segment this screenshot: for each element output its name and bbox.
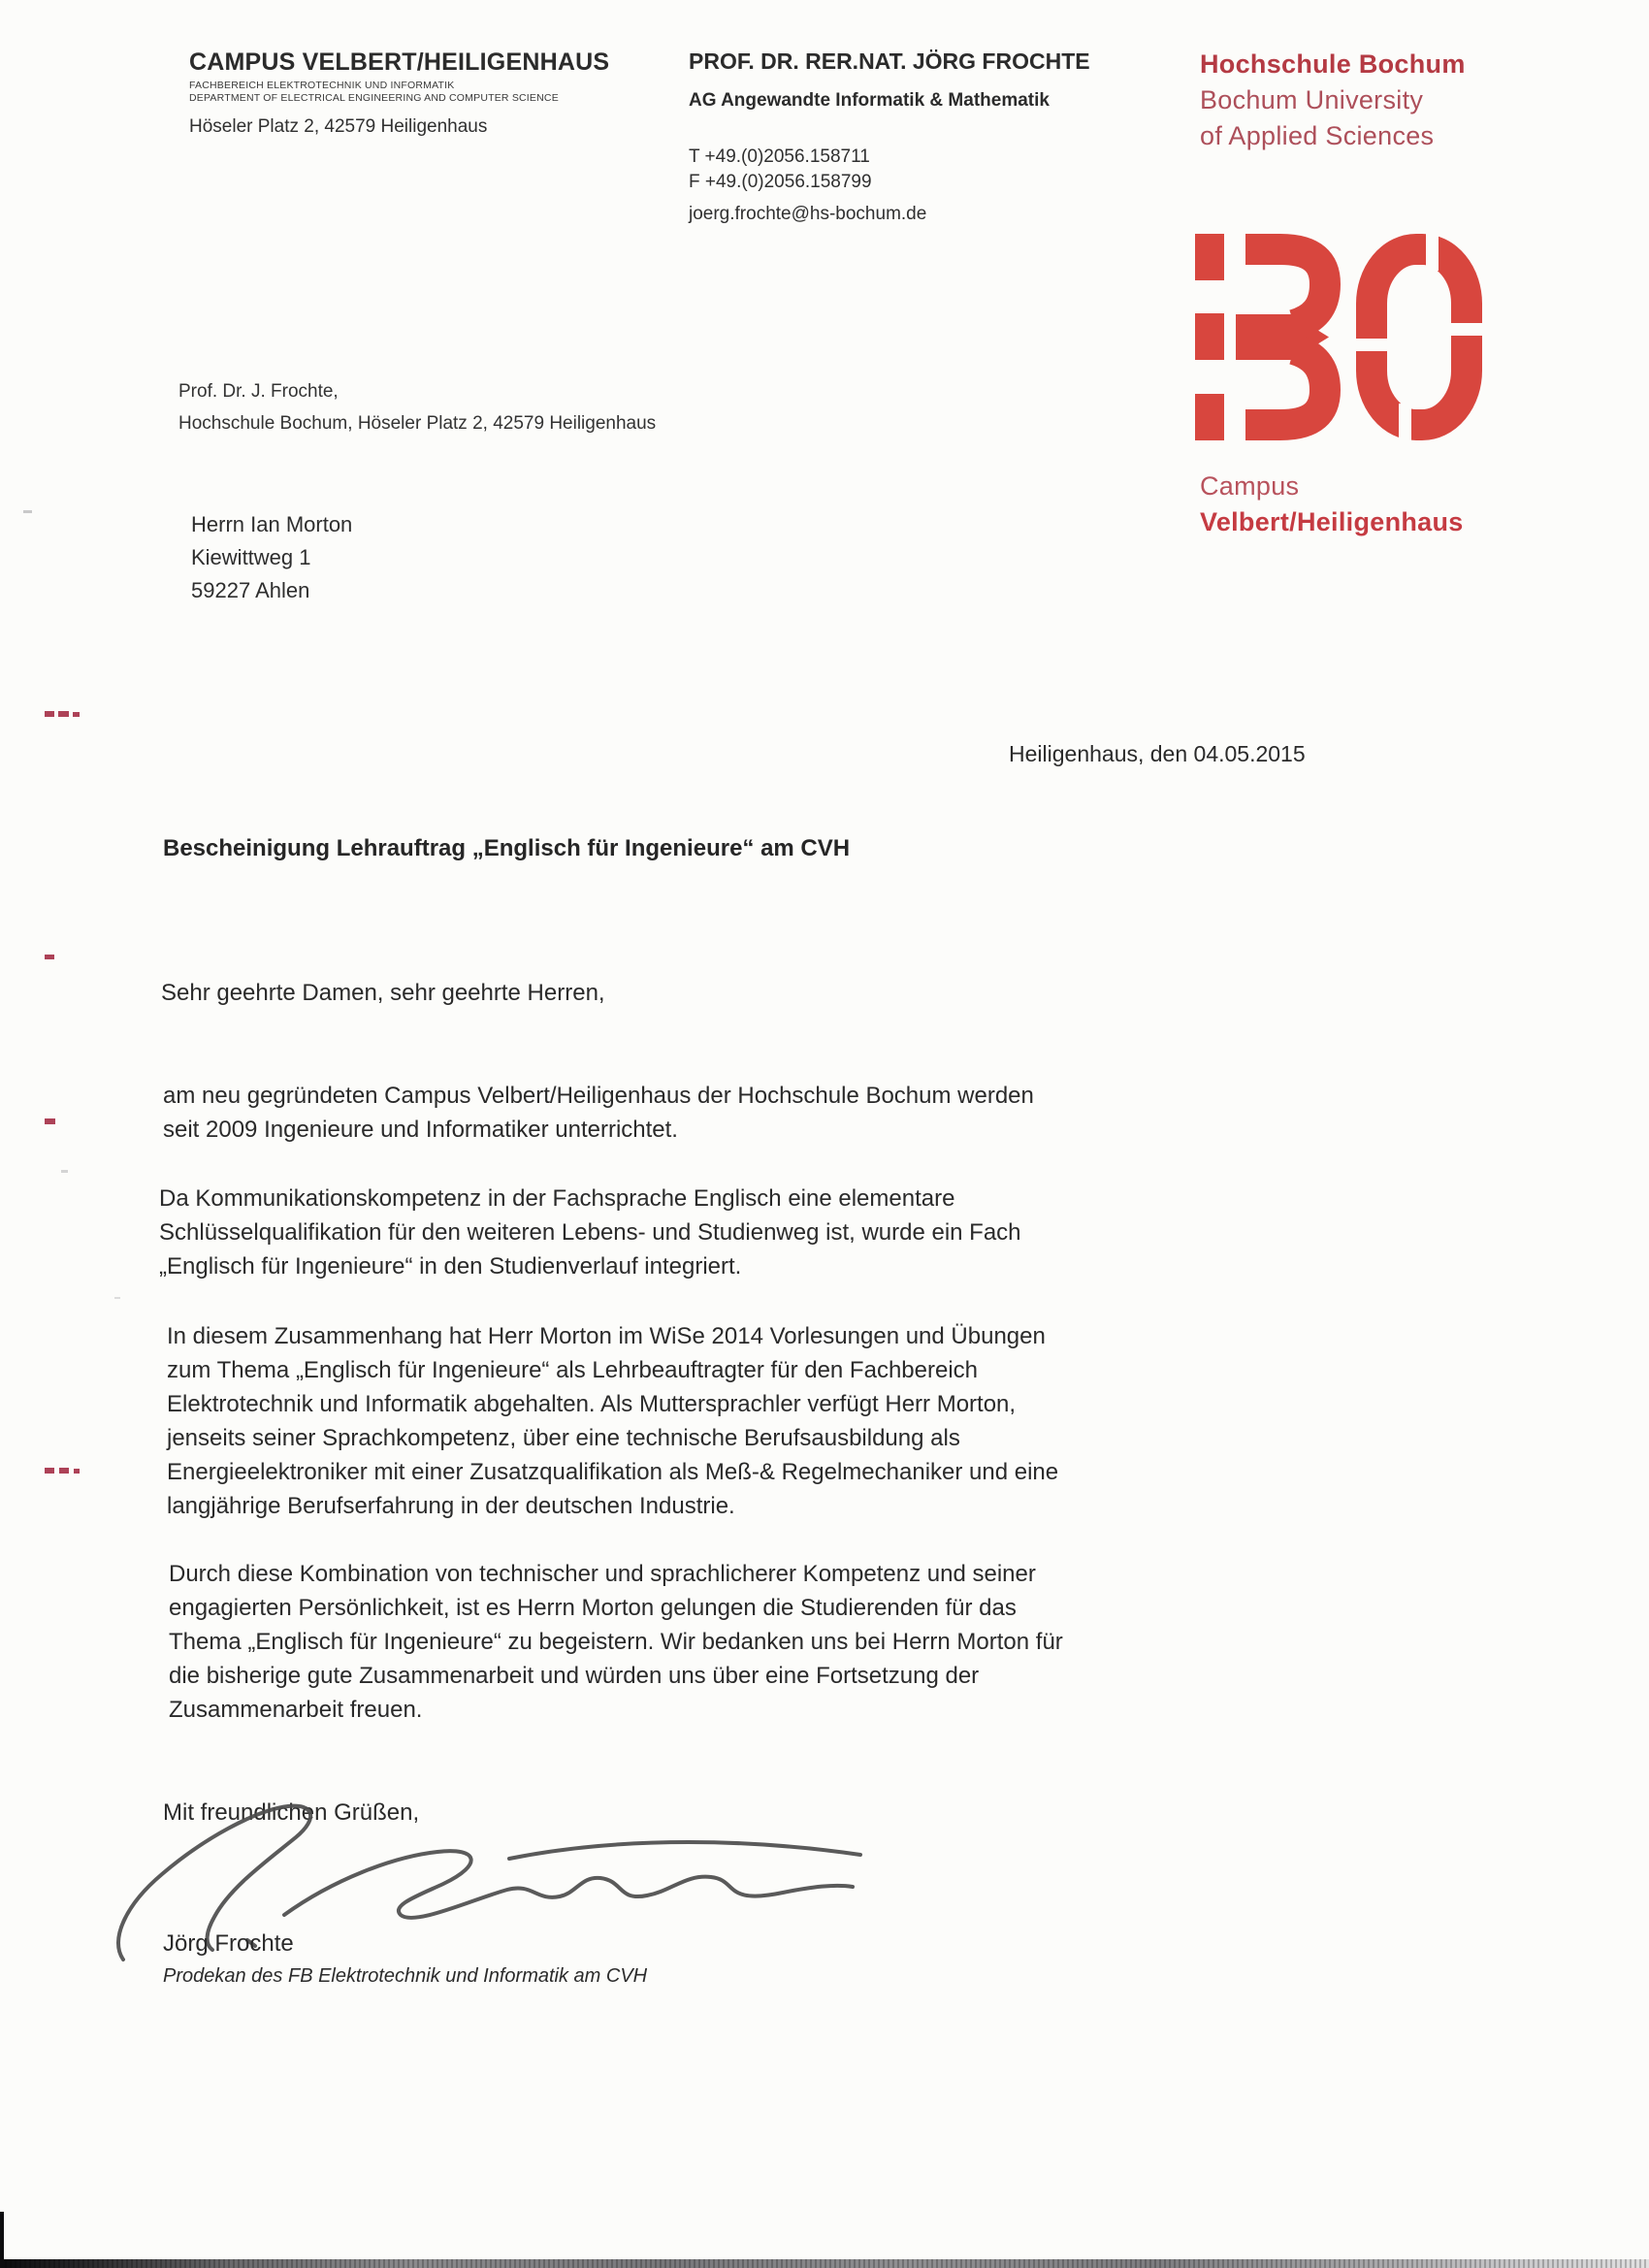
paragraph-2 — [159, 1182, 1021, 1283]
signer-title: Prodekan des FB Elektrotechnik und Informatik am CVH — [163, 1965, 648, 1987]
campus-address: Höseler Platz 2, 42579 Heiligenhaus — [189, 116, 488, 137]
campus-subtitle-de: FACHBEREICH ELEKTROTECHNIK UND INFORMATIK — [189, 80, 455, 91]
paragraph-3-line-3: Elektrotechnik und Informatik abgehalten. Als Muttersprachler verfügt Herr Morton, — [167, 1391, 1017, 1417]
paragraph-3-line-4: jenseits seiner Sprachkompetenz, über eine technische Berufsausbildung als — [167, 1425, 960, 1451]
paragraph-2-line-3: „Englisch für Ingenieure“ in den Studienverlauf integriert. — [159, 1253, 742, 1280]
recipient-street: Kiewittweg 1 — [191, 545, 311, 569]
paragraph-2-line-1: Da Kommunikationskompetenz in der Fachsprache Englisch eine elementare — [159, 1185, 955, 1212]
paragraph-3-line-2: zum Thema „Englisch für Ingenieure“ als Lehrbeauftragter für den Fachbereich — [167, 1357, 979, 1383]
bo-logo-icon — [1195, 233, 1482, 442]
sender-return-line — [178, 375, 656, 439]
professor-fax: F +49.(0)2056.158799 — [689, 172, 872, 192]
scan-mark-red-dash — [45, 1468, 54, 1474]
paragraph-3-line-6: langjährige Berufserfahrung in der deutschen Industrie. — [167, 1493, 735, 1519]
scan-mark-gray-tick — [61, 1170, 68, 1173]
paragraph-4-line-3: Thema „Englisch für Ingenieure“ zu begeistern. Wir bedanken uns bei Herrn Morton für — [169, 1629, 1063, 1655]
bo-logo — [1195, 233, 1482, 442]
recipient-name: Herrn Ian Morton — [191, 512, 353, 536]
scanner-edge-bar — [0, 2259, 1649, 2268]
paragraph-4-line-5: Zusammenarbeit freuen. — [169, 1697, 423, 1723]
paragraph-2-line-2: Schlüsselqualifikation für den weiteren Lebens- und Studienweg ist, wurde ein Fach — [159, 1219, 1021, 1246]
scan-mark-red-dash — [45, 1118, 55, 1124]
closing-regards: Mit freundlichen Grüßen, — [163, 1799, 420, 1826]
sender-line-2: Hochschule Bochum, Höseler Platz 2, 42579 Heiligenhaus — [178, 413, 657, 434]
university-name-en-1: Bochum University — [1200, 85, 1424, 114]
scan-mark-red-dash — [45, 711, 54, 717]
professor-phone: T +49.(0)2056.158711 — [689, 146, 870, 167]
subject-line: Bescheinigung Lehrauftrag „Englisch für Ingenieure“ am CVH — [163, 835, 851, 861]
scan-mark-red-dash — [59, 1468, 69, 1474]
sender-line-1: Prof. Dr. J. Frochte, — [178, 381, 339, 402]
professor-name: PROF. DR. RER.NAT. JÖRG FROCHTE — [689, 49, 1090, 74]
campus-subtitle-en: DEPARTMENT OF ELECTRICAL ENGINEERING AND COMPUTER SCIENCE — [189, 91, 559, 104]
professor-email: joerg.frochte@hs-bochum.de — [689, 204, 927, 224]
scan-mark-gray-tick — [23, 510, 32, 513]
paragraph-4-line-2: engagierten Persönlichkeit, ist es Herrn Morton gelungen die Studierenden für das — [169, 1595, 1017, 1621]
paragraph-4-line-1: Durch diese Kombination von technischer und sprachlicherer Kompetenz und seiner — [169, 1561, 1036, 1587]
university-wordmark — [1200, 47, 1607, 154]
logo-campus-line: Campus — [1200, 471, 1300, 501]
university-name-en-2: of Applied Sciences — [1200, 121, 1435, 150]
recipient-address — [191, 508, 352, 607]
university-name-de: Hochschule Bochum — [1200, 49, 1466, 79]
paragraph-3-line-1: In diesem Zusammenhang hat Herr Morton im WiSe 2014 Vorlesungen und Übungen — [167, 1323, 1046, 1349]
paragraph-4-line-4: die bisherige gute Zusammenarbeit und würden uns über eine Fortsetzung der — [169, 1663, 980, 1689]
salutation: Sehr geehrte Damen, sehr geehrte Herren, — [161, 980, 605, 1006]
scan-mark-red-dash — [45, 955, 54, 959]
paragraph-4 — [169, 1557, 1063, 1727]
professor-group: AG Angewandte Informatik & Mathematik — [689, 90, 1050, 111]
campus-title: CAMPUS VELBERT/HEILIGENHAUS — [189, 49, 610, 76]
campus-subtitle — [189, 80, 645, 104]
paragraph-1 — [163, 1079, 1034, 1147]
paragraph-3 — [167, 1319, 1058, 1523]
scanner-edge-corner — [0, 2212, 4, 2268]
dateline: Heiligenhaus, den 04.05.2015 — [1009, 741, 1306, 766]
scan-mark-red-dash — [73, 712, 80, 717]
logo-campus-location-line: Velbert/Heiligenhaus — [1200, 507, 1464, 536]
paragraph-3-line-5: Energieelektroniker mit einer Zusatzqualifikation als Meß-& Regelmechaniker und eine — [167, 1459, 1059, 1485]
scan-mark-red-dash — [74, 1469, 80, 1474]
scan-mark-gray-tick — [114, 1297, 120, 1299]
signer-name: Jörg Frochte — [163, 1930, 294, 1957]
paragraph-1-line-2: seit 2009 Ingenieure und Informatiker unterrichtet. — [163, 1117, 678, 1143]
paragraph-1-line-1: am neu gegründeten Campus Velbert/Heiligenhaus der Hochschule Bochum werden — [163, 1083, 1034, 1109]
letterhead-professor-block — [689, 49, 1154, 225]
letterhead-campus-block — [189, 49, 645, 138]
recipient-city: 59227 Ahlen — [191, 578, 310, 602]
scan-mark-red-dash — [58, 711, 69, 717]
